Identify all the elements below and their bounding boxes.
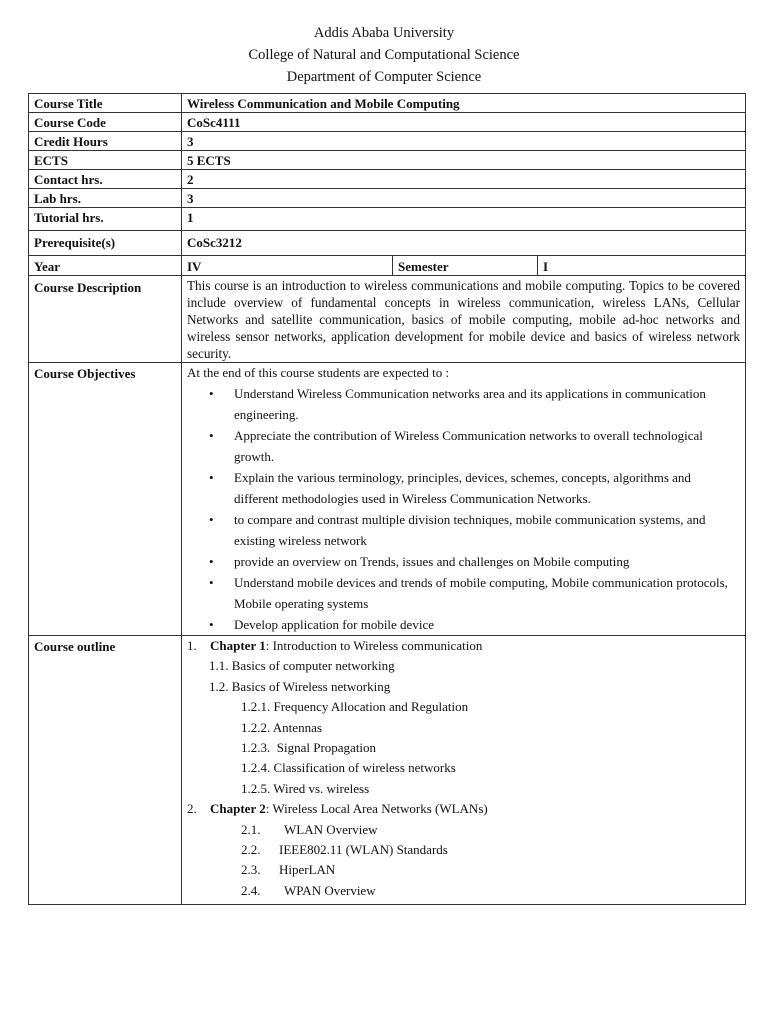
outline-item [187,860,740,880]
outline-number: 1.1. [209,658,229,674]
semester-value: I [538,256,746,276]
course-description-label: Course Description [29,276,182,363]
objective-item: • Understand mobile devices and trends of mobile computing, Mobile communication protocols, Mobile operating systems [234,572,730,614]
outline-text: Frequency Allocation and Regulation [273,699,469,715]
course-outline-label: Course outline [29,636,182,905]
row-course-objectives [29,363,746,636]
lab-hrs-label: Lab hrs. [29,189,182,208]
outline-item [187,718,740,738]
course-info-table [28,93,746,905]
row-tutorial-hrs [29,208,746,231]
prerequisite-value: CoSc3212 [182,231,746,256]
outline-text: HiperLAN [279,862,336,878]
objective-item: • Understand Wireless Communication networks area and its applications in communication engineering. [234,383,730,425]
credit-hours-value: 3 [182,132,746,151]
year-value: IV [182,256,393,276]
course-objectives-label: Course Objectives [29,363,182,636]
row-lab-hrs [29,189,746,208]
chapter-title: Chapter 1 [210,638,266,653]
ects-value: 5 ECTS [182,151,746,170]
lab-hrs-value: 3 [182,189,746,208]
department-name: Department of Computer Science [286,69,482,85]
tutorial-hrs-label: Tutorial hrs. [29,208,182,231]
outline-number: 1.2.1. [241,699,271,715]
chapter-subtitle: : Wireless Local Area Networks (WLANs) [265,801,488,817]
ects-label: ECTS [29,151,182,170]
outline-text: Basics of computer networking [231,658,395,674]
outline-chapter-2 [187,799,740,819]
outline-text: Classification of wireless networks [273,760,456,776]
row-course-outline [29,636,746,905]
outline-item [187,758,740,778]
outline-text: Signal Propagation [276,740,377,756]
objective-item: • provide an overview on Trends, issues and challenges on Mobile computing [234,551,730,572]
row-prerequisite [29,231,746,256]
outline-number: 1.2.3. [241,740,271,756]
objective-item: • Appreciate the contribution of Wireless Communication networks to overall technological growth. [234,425,730,467]
objective-item: • Develop application for mobile device [234,614,730,635]
outline-item [187,881,740,901]
outline-text: Antennas [272,719,322,735]
outline-number: 1.2.2. [241,719,271,735]
outline-number: 2.1. [241,821,261,837]
outline-number: 1.2.5. [241,780,271,796]
year-label: Year [29,256,182,276]
university-name: Addis Ababa University [313,25,455,41]
course-title-value: Wireless Communication and Mobile Computing [182,94,746,113]
row-contact-hrs [29,170,746,189]
outline-text: Wired vs. wireless [273,780,370,796]
prerequisite-label: Prerequisite(s) [29,231,182,256]
course-code-value: CoSc4111 [182,113,746,132]
row-year-semester [29,256,746,276]
outline-item [187,656,740,676]
row-course-title [29,94,746,113]
semester-label: Semester [393,256,538,276]
outline-number: 1.2.4. [241,760,271,776]
row-ects [29,151,746,170]
row-credit-hours [29,132,746,151]
contact-hrs-value: 2 [182,170,746,189]
outline-number: 2.2. [241,842,261,858]
course-title-label: Course Title [29,94,182,113]
objectives-intro: At the end of this course students are expected to : [187,365,450,380]
outline-item [187,840,740,860]
tutorial-hrs-value: 1 [182,208,746,231]
outline-text: WPAN Overview [284,882,376,898]
outline-item [187,697,740,717]
outline-item [187,820,740,840]
course-code-label: Course Code [29,113,182,132]
row-course-description [29,276,746,363]
objective-item: • to compare and contrast multiple division techniques, mobile communication systems, and existing wireless network [234,509,730,551]
course-outline-cell [182,636,746,905]
outline-number: 2.3. [241,862,261,878]
course-description-text: This course is an introduction to wireless communications and mobile computing. Topics to be covered include overview of fundamental concepts in wireless communication, wireless LANs, Cellular Networks and satellite communication, basics of mobile computing, mobile ad-hoc networks and wireless sensor networks, application development for mobile device and basics of wireless network security. [182,276,746,363]
contact-hrs-label: Contact hrs. [29,170,182,189]
outline-chapter-1 [187,636,740,656]
outline-text: IEEE802.11 (WLAN) Standards [279,842,448,858]
outline-number: 1. [187,638,197,653]
chapter-title: Chapter 2 [210,801,266,817]
outline-number: 2.4. [241,882,261,898]
outline-text: Basics of Wireless networking [231,678,391,694]
row-course-code [29,113,746,132]
outline-text: WLAN Overview [284,821,378,837]
chapter-subtitle: : Introduction to Wireless communication [265,638,483,653]
college-name: College of Natural and Computational Science [248,47,520,63]
course-objectives-cell [182,363,746,636]
outline-item [187,677,740,697]
outline-item [187,738,740,758]
credit-hours-label: Credit Hours [29,132,182,151]
objectives-list [187,383,740,635]
outline-number: 2. [187,801,197,817]
outline-item [187,779,740,799]
document-header [0,22,768,88]
outline-number: 1.2. [209,678,229,694]
objective-item: • Explain the various terminology, principles, devices, schemes, concepts, algorithms and different methodologies used in Wireless Communication Networks. [234,467,730,509]
